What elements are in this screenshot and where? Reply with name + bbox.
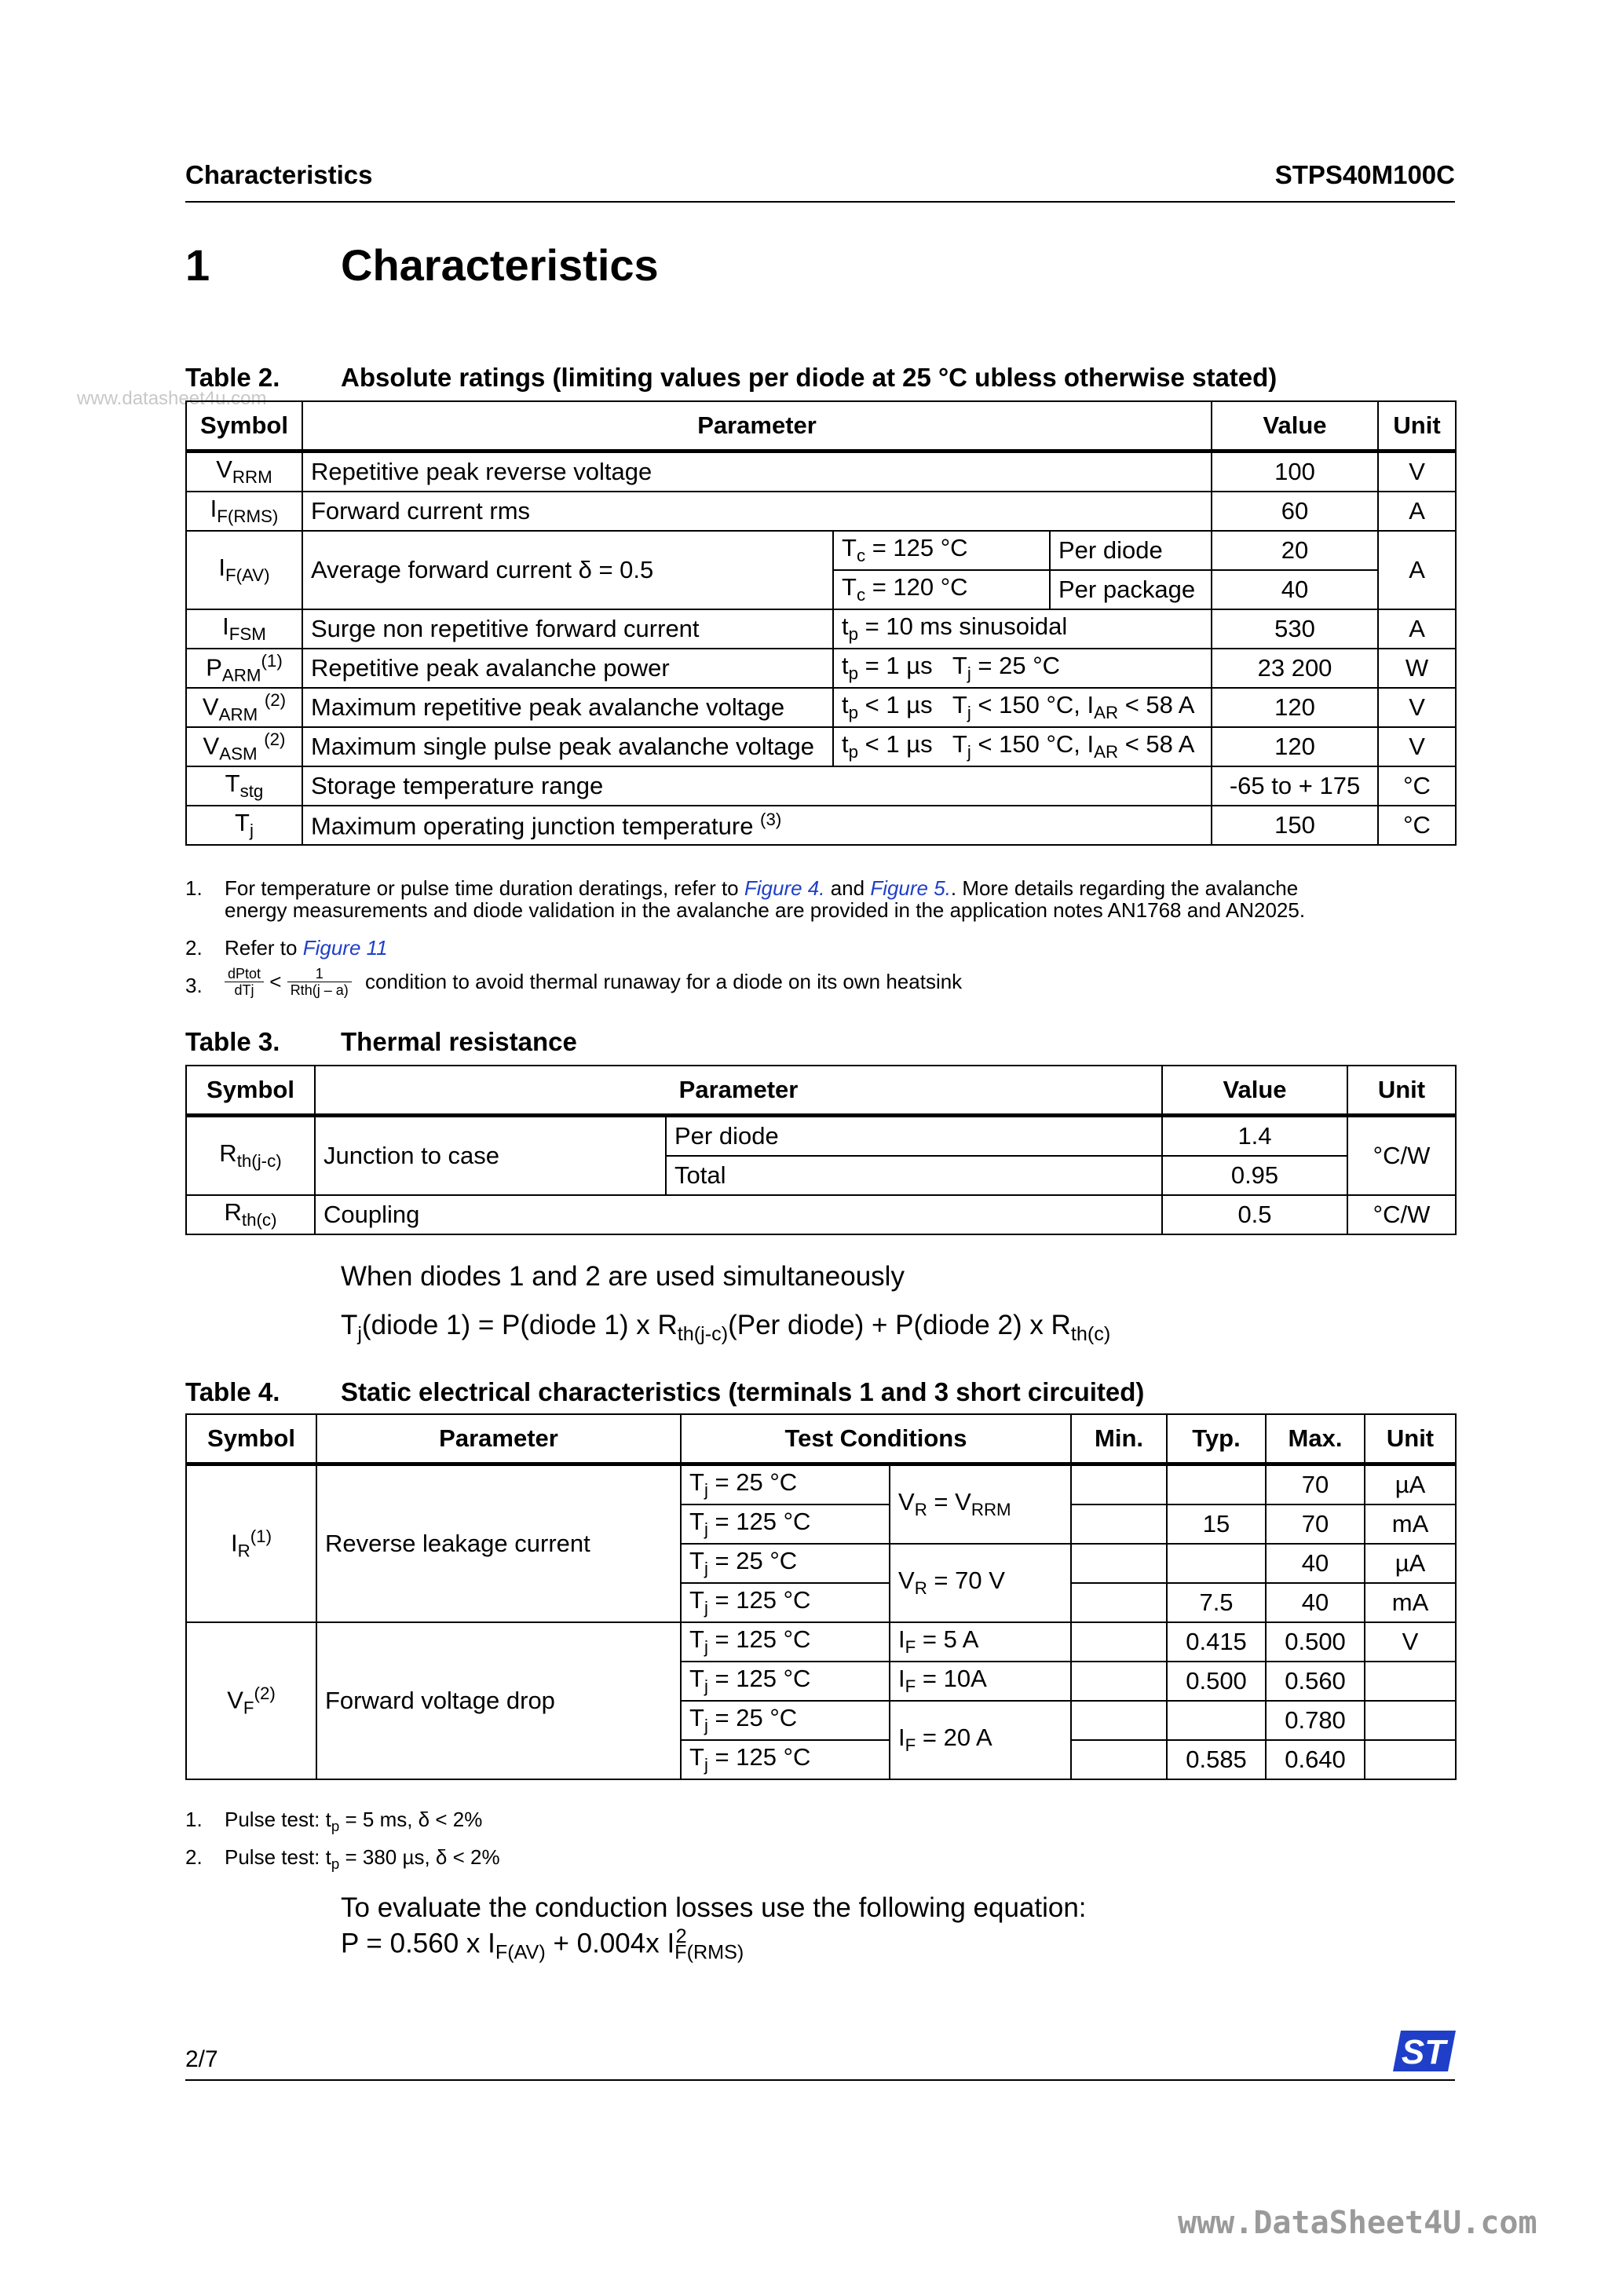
condition-cell: $t_p = 1$ µs $T_j = 25$ °C <box>833 649 1212 688</box>
col-symbol: Symbol <box>186 1066 315 1116</box>
unit-cell: A <box>1378 609 1456 649</box>
tj-cell: $T_j = 125$ °C <box>681 1504 890 1544</box>
running-header-right: STPS40M100C <box>1274 160 1455 189</box>
value-cell: 150 <box>1212 806 1378 845</box>
unit-cell: °C <box>1378 806 1456 845</box>
value-cell: 100 <box>1212 452 1378 492</box>
symbol-cell: $V_{ARM}$ $^{(2)}$ <box>186 688 302 727</box>
tj-cell: $T_j = 25$ °C <box>681 1544 890 1583</box>
min-cell <box>1071 1622 1167 1662</box>
unit-cell: A <box>1378 531 1456 609</box>
condition-cell: $t_p < 1$ µs $T_j < 150$ °C, $I_{AR} < 58$ A <box>833 688 1212 727</box>
table-static-electrical <box>185 1413 1457 1780</box>
condition-cell: Total <box>666 1156 1162 1195</box>
dptot-dtj-fraction: $\frac{\text{dPtot}}{\text{dTj}}$ <box>225 966 264 998</box>
symbol-cell: $I_R^{(1)}$ <box>186 1464 316 1623</box>
table3-caption-number: Table 3. <box>185 1027 280 1056</box>
value-cell: -65 to + 175 <box>1212 766 1378 806</box>
conduction-losses-text: To evaluate the conduction losses use the following equation: <box>341 1892 1087 1923</box>
col-typ: Typ. <box>1167 1414 1266 1464</box>
value-cell: 120 <box>1212 688 1378 727</box>
max-cell: 70 <box>1266 1504 1365 1544</box>
condition-cell: $T_c = 120$ °C <box>833 570 1050 609</box>
symbol-cell: $R_{th(j-c)}$ <box>186 1116 315 1196</box>
col-min: Min. <box>1071 1414 1167 1464</box>
watermark-top: www.datasheet4u.com <box>77 388 267 409</box>
col-unit: Unit <box>1365 1414 1456 1464</box>
max-cell: 0.560 <box>1266 1662 1365 1701</box>
max-cell: 40 <box>1266 1544 1365 1583</box>
running-header-left: Characteristics <box>185 160 373 189</box>
max-cell: 40 <box>1266 1583 1365 1622</box>
table2-note-1: 1. For temperature or pulse time duration deratings, refer to Figure 4. and Figure 5.. More details regarding the avalanche energy measurements and diode validation in the avalanche are provided in the application notes AN1768 and AN2025. <box>185 876 1306 922</box>
section-title: Characteristics <box>341 240 659 290</box>
watermark-bottom: www.DataSheet4U.com <box>1178 2205 1537 2241</box>
max-cell: 0.780 <box>1266 1701 1365 1740</box>
unit-cell: V <box>1378 688 1456 727</box>
tj-cell: $T_j = 125$ °C <box>681 1662 890 1701</box>
parameter-cell: Maximum single pulse peak avalanche voltage <box>302 727 833 766</box>
st-logo-icon <box>1390 2029 1456 2073</box>
col-value: Value <box>1212 401 1378 452</box>
figure11-link[interactable]: Figure 11 <box>302 936 388 960</box>
unit-cell: mA <box>1365 1504 1456 1544</box>
min-cell <box>1071 1662 1167 1701</box>
table-row <box>186 452 1456 492</box>
unit-cell: µA <box>1365 1464 1456 1505</box>
table4-note-2: 2. Pulse test: $t_p = 380$ µs, δ < 2% <box>185 1845 500 1873</box>
parameter-cell: Average forward current δ = 0.5 <box>302 531 833 609</box>
value-cell: 120 <box>1212 727 1378 766</box>
unit-cell: V <box>1378 727 1456 766</box>
condition-cell: $V_R = 70$ V <box>890 1544 1071 1622</box>
table-row <box>186 1195 1456 1234</box>
unit-cell: °C <box>1378 766 1456 806</box>
parameter-cell: Coupling <box>315 1195 1162 1234</box>
figure5-link[interactable]: Figure 5. <box>870 876 951 900</box>
parameter-cell: Junction to case <box>315 1116 666 1196</box>
col-parameter: Parameter <box>315 1066 1162 1116</box>
col-symbol: Symbol <box>186 1414 316 1464</box>
svg-text:ST: ST <box>1401 2033 1446 2071</box>
tj-cell: $T_j = 25$ °C <box>681 1701 890 1740</box>
min-cell <box>1071 1740 1167 1779</box>
parameter-cell: Maximum repetitive peak avalanche voltage <box>302 688 833 727</box>
symbol-cell: $P_{ARM}^{(1)}$ <box>186 649 302 688</box>
min-cell <box>1071 1544 1167 1583</box>
max-cell: 0.500 <box>1266 1622 1365 1662</box>
col-test-conditions: Test Conditions <box>681 1414 1071 1464</box>
parameter-cell: Repetitive peak reverse voltage <box>302 452 1212 492</box>
table2-caption: Absolute ratings (limiting values per diode at 25 °C ubless otherwise stated) <box>341 363 1278 392</box>
figure4-link[interactable]: Figure 4. <box>744 876 825 900</box>
symbol-cell: $T_j$ <box>186 806 302 845</box>
col-symbol: Symbol <box>186 401 302 452</box>
footer-rule <box>185 2079 1455 2081</box>
typ-cell: 0.585 <box>1167 1740 1266 1779</box>
col-max: Max. <box>1266 1414 1365 1464</box>
unit-cell <box>1365 1701 1456 1740</box>
table3-caption: Thermal resistance <box>341 1027 577 1056</box>
value-cell: 20 <box>1212 531 1378 570</box>
symbol-cell: $V_{ASM}$ $^{(2)}$ <box>186 727 302 766</box>
symbol-cell: $I_{FSM}$ <box>186 609 302 649</box>
conduction-losses-equation: P = 0.560 x $I_{F(AV)} + 0.004x$ $I_F^2_{(RMS)}$ <box>341 1925 744 1964</box>
unit-cell: °C/W <box>1347 1116 1456 1196</box>
typ-cell: 0.500 <box>1167 1662 1266 1701</box>
table2-note-3: 3. $\frac{\text{dPtot}}{\text{dTj}}$ < $\frac{1}{\text{Rth(j – a)}}$ condition to avoid thermal runaway for a diode on its own heatsink <box>185 966 963 998</box>
table-row <box>186 531 1456 570</box>
table-row <box>186 766 1456 806</box>
tj-equation: $T_j(diode$ 1) = P(diode 1) x $R_{th(j-c)}(Per$ diode) + P(diode 2) x $R_{th(c)}$ <box>341 1310 1111 1345</box>
condition-cell: $I_F = 10A$ <box>890 1662 1071 1701</box>
page-number: 2/7 <box>185 2046 218 2072</box>
col-unit: Unit <box>1378 401 1456 452</box>
rth-fraction: $\frac{1}{\text{Rth(j – a)}}$ <box>287 966 352 998</box>
parameter-cell: Reverse leakage current <box>316 1464 681 1623</box>
symbol-cell: $R_{th(c)}$ <box>186 1195 315 1234</box>
table-absolute-ratings <box>185 400 1457 846</box>
table-row <box>186 609 1456 649</box>
table-thermal-resistance <box>185 1065 1457 1235</box>
condition-cell: $I_F = 5$ A <box>890 1622 1071 1662</box>
min-cell <box>1071 1583 1167 1622</box>
condition-cell: $T_c = 125$ °C <box>833 531 1050 570</box>
col-parameter: Parameter <box>316 1414 681 1464</box>
max-cell: 70 <box>1266 1464 1365 1505</box>
tj-cell: $T_j = 125$ °C <box>681 1740 890 1779</box>
tj-cell: $T_j = 125$ °C <box>681 1583 890 1622</box>
table-row <box>186 1622 1456 1662</box>
symbol-cell: $T_{stg}$ <box>186 766 302 806</box>
table2-caption-number: Table 2. <box>185 363 280 392</box>
table-row <box>186 727 1456 766</box>
table2-note-2: 2. Refer to Figure 11 <box>185 936 388 960</box>
min-cell <box>1071 1504 1167 1544</box>
col-unit: Unit <box>1347 1066 1456 1116</box>
condition-cell: $I_F = 20$ A <box>890 1701 1071 1779</box>
min-cell <box>1071 1464 1167 1505</box>
table-header-row <box>186 1066 1456 1116</box>
symbol-cell: $I_{F(RMS)}$ <box>186 492 302 531</box>
parameter-cell: Forward current rms <box>302 492 1212 531</box>
value-cell: 40 <box>1212 570 1378 609</box>
symbol-cell: $I_{F(AV)}$ <box>186 531 302 609</box>
col-value: Value <box>1162 1066 1347 1116</box>
max-cell: 0.640 <box>1266 1740 1365 1779</box>
typ-cell <box>1167 1464 1266 1505</box>
condition-cell: $t_p = 10$ ms sinusoidal <box>833 609 1212 649</box>
typ-cell: 0.415 <box>1167 1622 1266 1662</box>
table-row <box>186 688 1456 727</box>
symbol-cell: $V_F^{(2)}$ <box>186 1622 316 1779</box>
table4-caption-number: Table 4. <box>185 1377 280 1406</box>
col-parameter: Parameter <box>302 401 1212 452</box>
tj-cell: $T_j = 125$ °C <box>681 1622 890 1662</box>
unit-cell: V <box>1378 452 1456 492</box>
parameter-cell: Forward voltage drop <box>316 1622 681 1779</box>
unit-cell: W <box>1378 649 1456 688</box>
min-cell <box>1071 1701 1167 1740</box>
table-row <box>186 1116 1456 1157</box>
tj-cell: $T_j = 25$ °C <box>681 1464 890 1505</box>
value-cell: 23 200 <box>1212 649 1378 688</box>
typ-cell <box>1167 1544 1266 1583</box>
parameter-cell: Surge non repetitive forward current <box>302 609 833 649</box>
unit-cell: V <box>1365 1622 1456 1662</box>
unit-cell: °C/W <box>1347 1195 1456 1234</box>
condition-cell: $t_p < 1$ µs $T_j < 150$ °C, $I_{AR} < 58$ A <box>833 727 1212 766</box>
unit-cell: A <box>1378 492 1456 531</box>
table-header-row <box>186 1414 1456 1464</box>
parameter-cell: Maximum operating junction temperature $^{(3)}$ <box>302 806 1212 845</box>
unit-cell: µA <box>1365 1544 1456 1583</box>
table4-note-1: 1. Pulse test: $t_p = 5$ ms, δ < 2% <box>185 1808 483 1835</box>
typ-cell: 15 <box>1167 1504 1266 1544</box>
value-cell: 0.95 <box>1162 1156 1347 1195</box>
section-number: 1 <box>185 240 210 290</box>
parameter-cell: Storage temperature range <box>302 766 1212 806</box>
typ-cell: 7.5 <box>1167 1583 1266 1622</box>
st-logo <box>1390 2029 1456 2073</box>
typ-cell <box>1167 1701 1266 1740</box>
value-cell: 0.5 <box>1162 1195 1347 1234</box>
unit-cell: mA <box>1365 1583 1456 1622</box>
parameter-cell: Repetitive peak avalanche power <box>302 649 833 688</box>
table4-caption: Static electrical characteristics (terminals 1 and 3 short circuited) <box>341 1377 1145 1406</box>
value-cell: 60 <box>1212 492 1378 531</box>
table-row <box>186 492 1456 531</box>
table-row <box>186 806 1456 845</box>
condition-cell: Per diode <box>1050 531 1212 570</box>
symbol-cell: $V_{RRM}$ <box>186 452 302 492</box>
table-row <box>186 649 1456 688</box>
condition-cell: $V_R = V_{RRM}$ <box>890 1464 1071 1545</box>
condition-cell: Per package <box>1050 570 1212 609</box>
header-rule <box>185 201 1455 203</box>
value-cell: 1.4 <box>1162 1116 1347 1157</box>
condition-cell: Per diode <box>666 1116 1162 1157</box>
value-cell: 530 <box>1212 609 1378 649</box>
unit-cell <box>1365 1662 1456 1701</box>
unit-cell <box>1365 1740 1456 1779</box>
table-row <box>186 1464 1456 1505</box>
simultaneous-text: When diodes 1 and 2 are used simultaneously <box>341 1261 905 1292</box>
table-header-row <box>186 401 1456 452</box>
